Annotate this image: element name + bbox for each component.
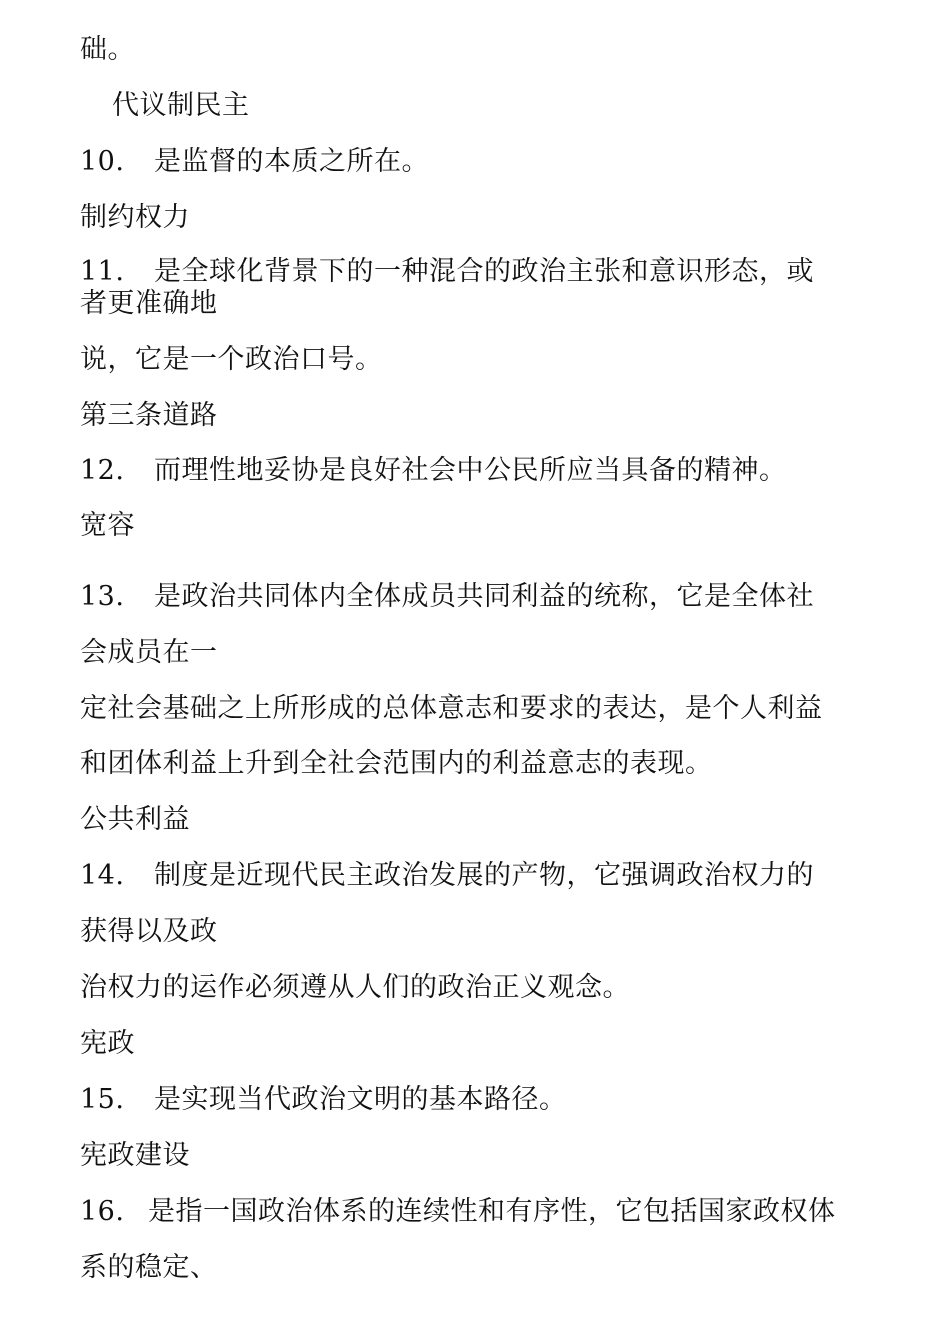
question-line: 13. 是政治共同体内全体成员共同利益的统称，它是全体社: [80, 581, 814, 612]
text-line: 础。: [80, 34, 135, 65]
question-line: 14. 制度是近现代民主政治发展的产物，它强调政治权力的: [80, 860, 814, 891]
text-line: 获得以及政: [80, 916, 218, 947]
question-line: 12. 而理性地妥协是良好社会中公民所应当具备的精神。: [80, 455, 787, 486]
answer-line: 第三条道路: [80, 400, 218, 431]
answer-line: 制约权力: [80, 202, 190, 233]
question-line: 10. 是监督的本质之所在。: [80, 146, 429, 177]
question-line: 11. 是全球化背景下的一种混合的政治主张和意识形态，或: [80, 256, 814, 287]
text-line: 者更准确地: [80, 288, 218, 319]
question-line: 16. 是指一国政治体系的连续性和有序性，它包括国家政权体: [80, 1196, 836, 1227]
answer-line: 公共利益: [80, 804, 190, 835]
answer-line: 宪政建设: [80, 1140, 190, 1171]
text-line: 系的稳定、: [80, 1252, 218, 1283]
question-line: 15. 是实现当代政治文明的基本路径。: [80, 1084, 567, 1115]
text-line: 会成员在一: [80, 637, 218, 668]
answer-line: 代议制民主: [112, 90, 250, 121]
answer-line: 宪政: [80, 1028, 135, 1059]
answer-line: 宽容: [80, 510, 135, 541]
text-line: 说，它是一个政治口号。: [80, 344, 383, 375]
text-line: 定社会基础之上所形成的总体意志和要求的表达，是个人利益: [80, 693, 823, 724]
text-line: 和团体利益上升到全社会范围内的利益意志的表现。: [80, 748, 713, 779]
text-line: 治权力的运作必须遵从人们的政治正义观念。: [80, 972, 630, 1003]
